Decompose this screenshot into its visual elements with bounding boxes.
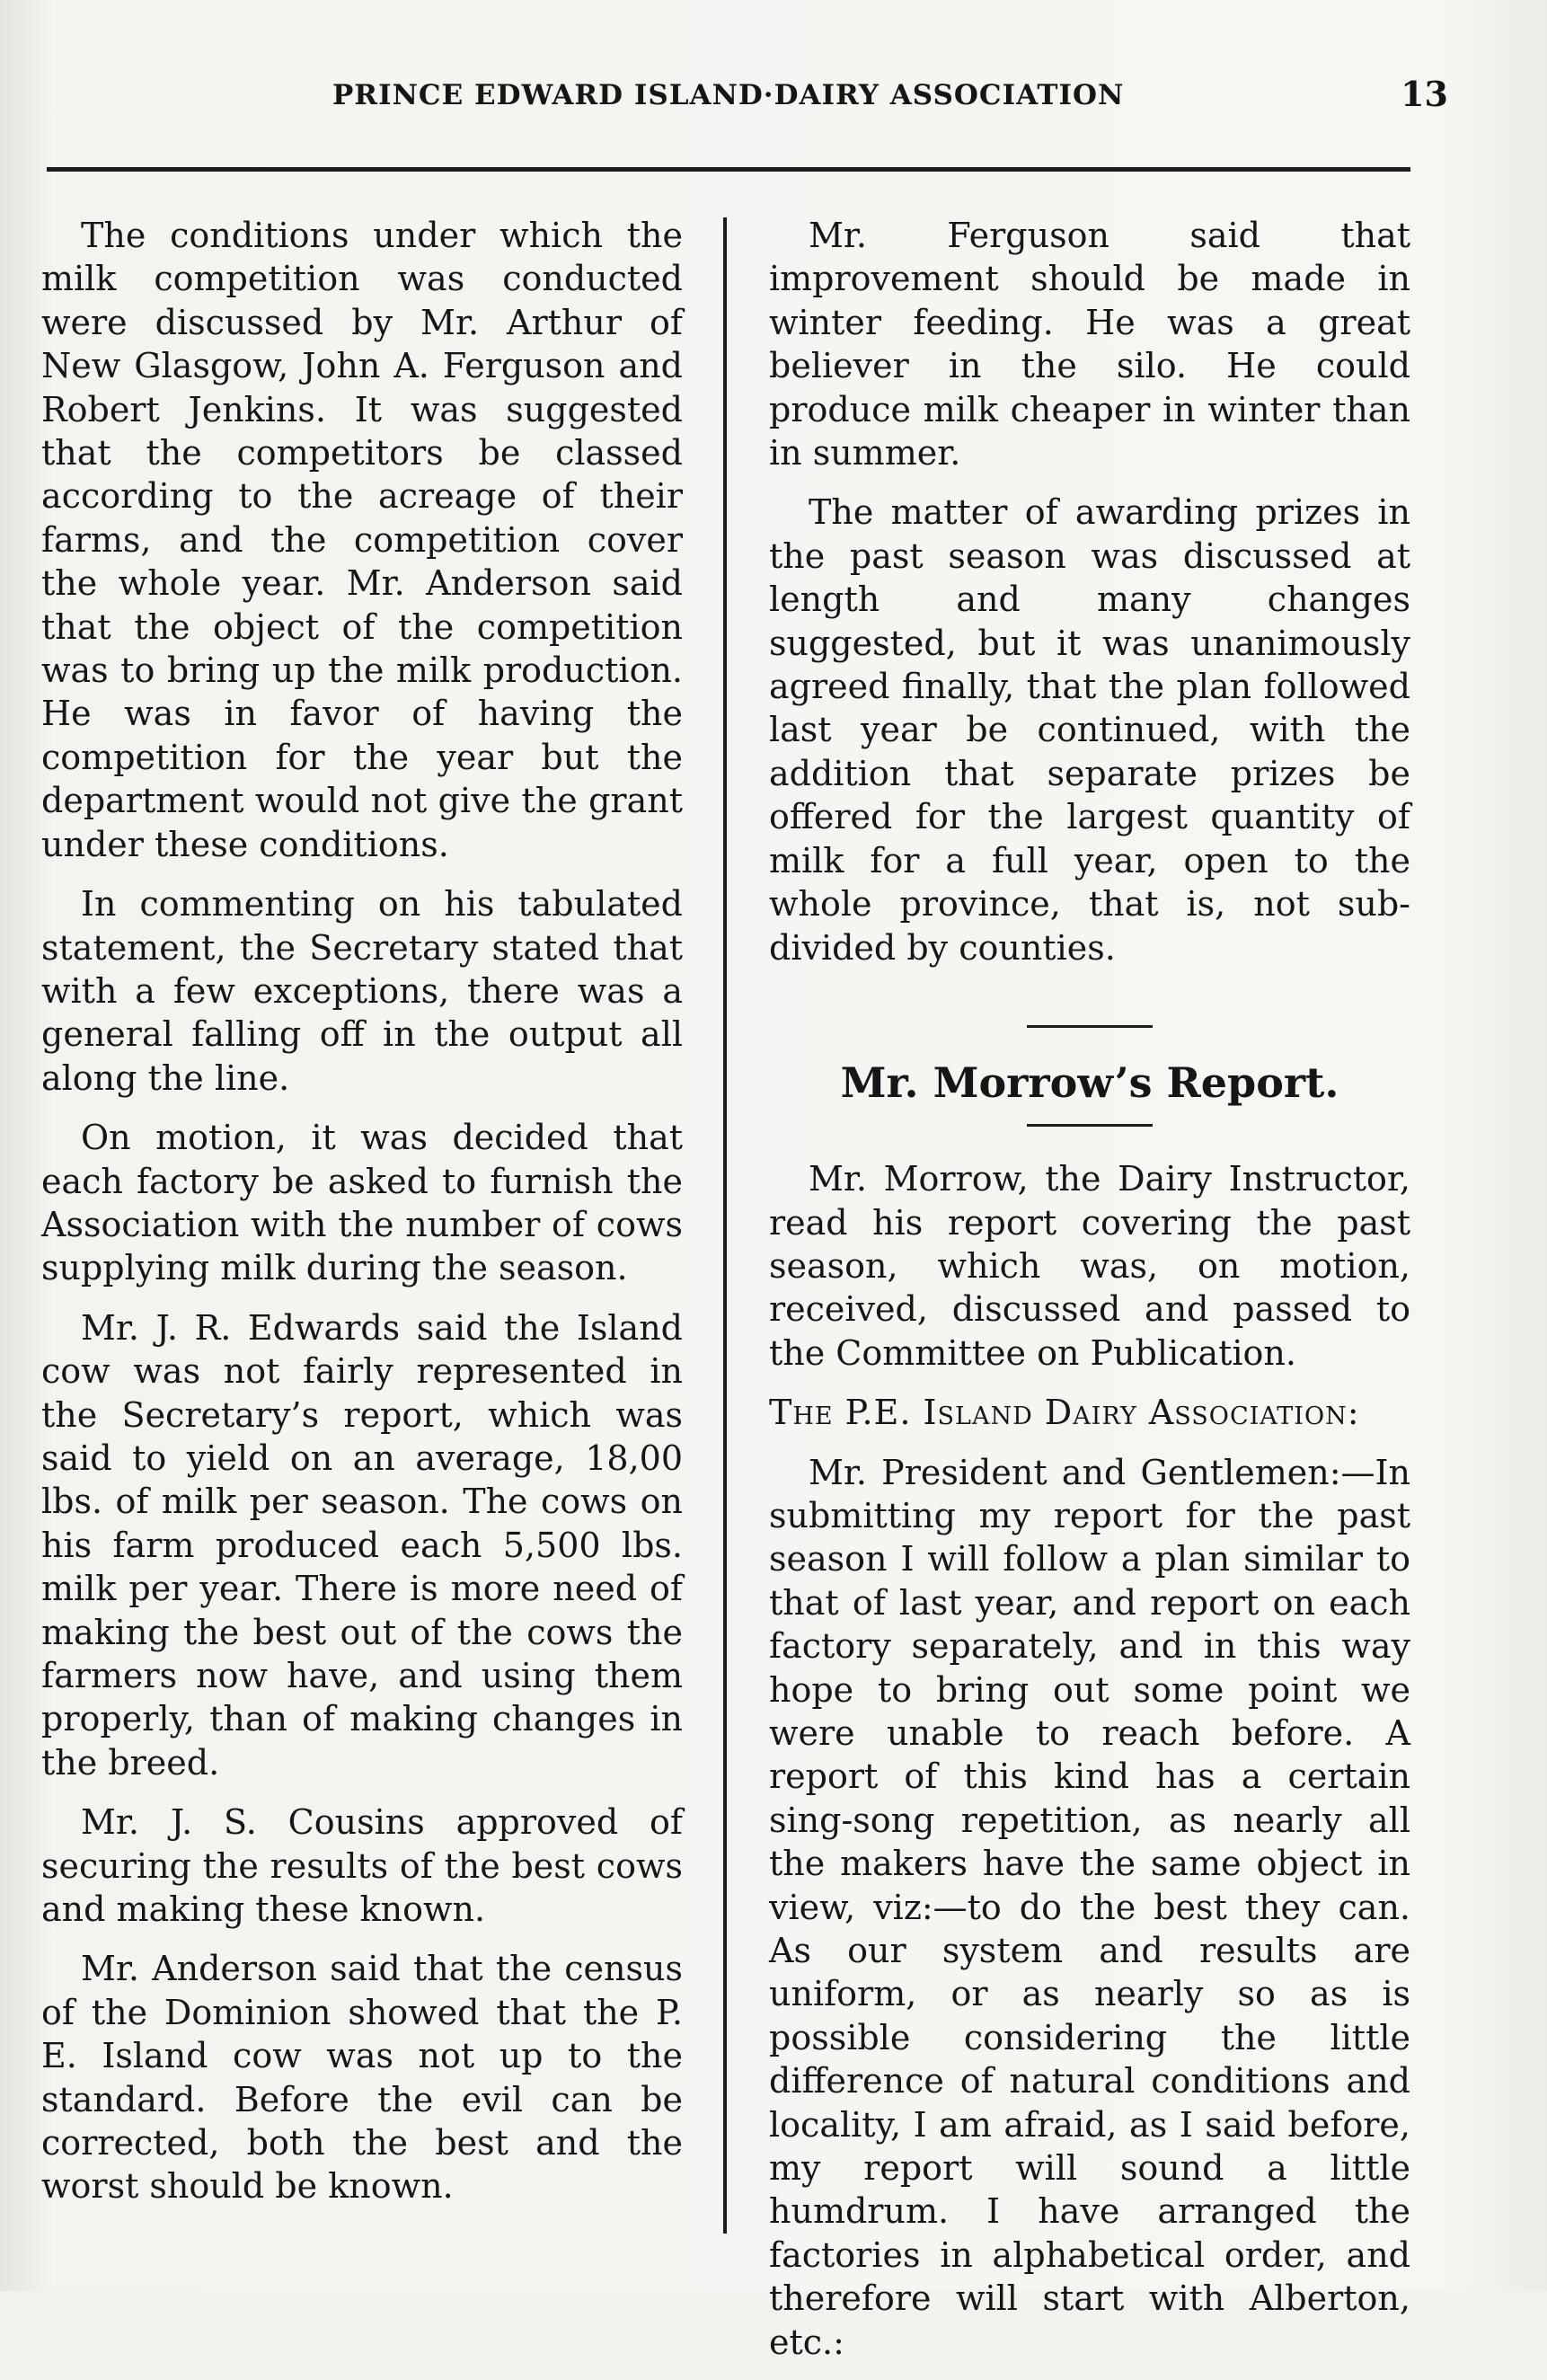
paragraph: Mr. J. R. Edwards said the Island cow was not fairly represented in the Secretary’s report, which was said to yield on an average, 18,00 lbs. of milk per season. The cows on his farm produced each 5,500 lbs. milk per year. There is more need of making the best out of the cows the farmers now have, and using them properly, than of making changes in the breed. [41,1307,683,1783]
page-number: 13 [1401,74,1448,114]
paragraph: On motion, it was decided that each factory be asked to furnish the Association with the number of cows supplying milk during the season. [41,1118,683,1288]
paragraph: Mr. J. S. Cousins approved of securing the results of the best cows and making these known. [41,1802,683,1930]
intro-paragraph: Mr. Morrow, the Dairy Instructor, read his report covering the past season, which was, on motion, received, discussed and passed to the Committee on Publication. [769,1159,1410,1373]
paragraph: The conditions under which the milk competition was conducted were discussed by Mr. Arthur of New Glasgow, John A. Ferguson and Robert Jenkins. It was suggested that the competitors be classed according to the acreage of their farms, and the competition cover the whole year. Mr. Anderson said that the object of the competition was to bring up the milk production. He was in favor of having the competition for the year but the department would not give the grant under these conditions. [41,216,683,864]
paragraph: The matter of awarding prizes in the past season was discussed at length and many changes suggested, but it was unanimously agreed finally, that the plan followed last year be continued, with the addition that separate prizes be offered for the largest quantity of milk for a full year, open to the whole province, that is, not sub-divided by counties. [769,492,1410,968]
section-title: Mr. Morrow’s Report. [840,1057,1339,1107]
paragraph: Mr. Anderson said that the census of the Dominion showed that the P. E. Island cow was not up to the standard. Before the evil can be corrected, both the best and the worst should be known. [41,1949,683,2207]
paragraph: In commenting on his tabulated statement, the Secretary stated that with a few exceptions, there was a general falling off in the output all along the line. [41,884,683,1098]
section-rule-bottom [1027,1124,1153,1127]
section-rule-top [1027,1025,1153,1028]
running-head: PRINCE EDWARD ISLAND·DAIRY ASSOCIATION [332,79,1125,111]
report-paragraph: Mr. President and Gentlemen:—In submitting my report for the past season I will follow a plan similar to that of last year, and report on each factory separately, and in this way hope to bring out some point we were unable to reach before. A report of this kind has a certain sing-song repetition, as nearly all the makers have the same object in view, viz:—to do the best they can. As our system and results are uniform, or as nearly so as is possible considering the little difference of natural conditions and locality, I am afraid, as I said before, my report will sound a little humdrum. I have arranged the factories in alphabetical order, and therefore will start with Alberton, etc.: [769,1452,1410,2362]
column-divider [723,217,727,2234]
header-rule [47,167,1410,172]
left-column [41,214,683,2225]
paragraph: Mr. Ferguson said that improvement should be made in winter feeding. He was a great believer in the silo. He could produce milk cheaper in winter than in summer. [769,216,1410,473]
address-line: The P.E. Island Dairy Association: [769,1393,1360,1433]
right-column [769,214,1410,2380]
page-header [36,79,1421,115]
